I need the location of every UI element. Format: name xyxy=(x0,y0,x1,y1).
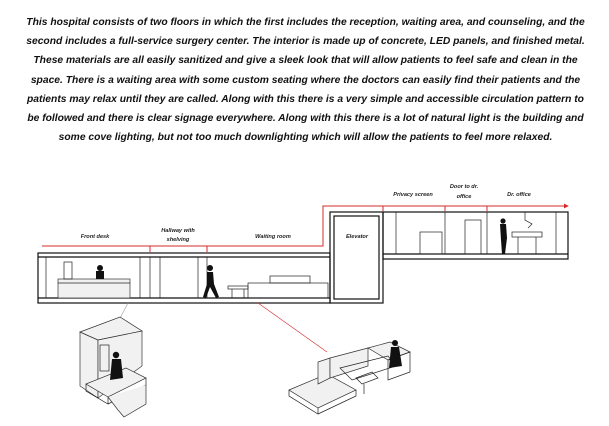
front-desk-elevation xyxy=(58,262,130,298)
description-line: This hospital consists of two floors in which the first includes the reception, waiting area, and counseling, and the xyxy=(26,17,585,28)
description-line: some cove lighting, but not too much downlighting which will allow the patients to feel more relaxed. xyxy=(58,132,553,144)
label-hallway: Hallway with xyxy=(161,228,195,234)
circulation-path xyxy=(42,206,568,252)
waiting-seating-elevation xyxy=(228,276,328,298)
label-door-to-dr-office-2: office xyxy=(456,194,472,200)
label-door-to-dr-office: Door to dr. xyxy=(449,184,479,190)
description-line: be followed and there is clear signage everywhere. Along with this there is a lot of natural light is the building and xyxy=(27,113,584,125)
waiting-seating-axonometric xyxy=(289,340,410,414)
label-elevator: Elevator xyxy=(345,234,369,240)
elevator-shaft xyxy=(330,212,383,303)
upper-floor-section xyxy=(383,212,568,259)
description-line: space. There is a waiting area with some custom seating where the doctors can easily find their patients and the xyxy=(30,74,581,86)
label-waiting-room: Waiting room xyxy=(255,234,291,240)
label-hallway-2: shelving xyxy=(166,237,190,243)
description-line: patients may relax until they are called. Along with this there is a very simple and accessible circulation pattern to xyxy=(27,93,584,105)
description-line: second includes a full-service surgery center. The interior is made up of concrete, LED panels, and finished metal. xyxy=(26,36,585,48)
walking-person xyxy=(203,265,219,298)
callout-line-waiting xyxy=(258,303,327,352)
label-privacy-screen: Privacy screen xyxy=(393,192,433,198)
description-line: These materials are all easily sanitized and give a sleek look that will allow patients to feel safe and clean in the xyxy=(33,55,578,67)
label-dr-office: Dr. office xyxy=(507,192,531,198)
label-front-desk: Front desk xyxy=(80,234,110,240)
reception-desk-axonometric xyxy=(80,317,146,417)
